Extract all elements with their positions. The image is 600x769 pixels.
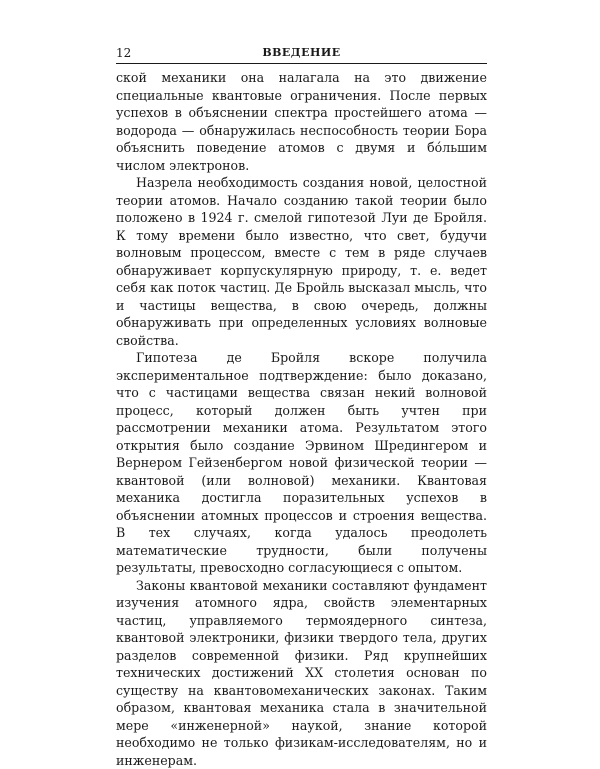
paragraph-continuation: ской механики она налагала на это движение специальные квантовые ограничения. После первых успехов в объяснении спектра простейшего атома — водорода — обнаружилась неспособность теории Бора объяснить поведение атомов с двумя и бо́льшим числом электронов. <box>116 69 487 174</box>
page-header <box>116 46 487 64</box>
header-rule <box>116 63 487 64</box>
body-text <box>116 69 487 769</box>
page-number: 12 <box>116 46 131 60</box>
paragraph-experimental-confirmation: Гипотеза де Бройля вскоре получила экспериментальное подтверждение: было доказано, что с частицами вещества связан некий волновой процесс, который должен быть учтен при рассмотрении механики атома. Результатом этого открытия было создание Эрвином Шредингером и Вернером Гейзенбергом новой физической теории — квантовой (или волновой) механики. Квантовая механика достигла поразительных успехов в объяснении атомных процессов и строения вещества. В тех случаях, когда удалось преодолеть математические трудности, были получены результаты, превосходно согласующиеся с опытом. <box>116 349 487 577</box>
running-head: ВВЕДЕНИЕ <box>116 46 487 59</box>
paragraph-de-broglie-hypothesis: Назрела необходимость создания новой, целостной теории атомов. Начало созданию такой теории было положено в 1924 г. смелой гипотезой Луи де Бройля. К тому времени было известно, что свет, будучи волновым процессом, вместе с тем в ряде случаев обнаруживает корпускулярную природу, т. е. ведет себя как поток частиц. Де Бройль высказал мысль, что и частицы вещества, в свою очередь, должны обнаруживать при определенных условиях волновые свойства. <box>116 174 487 349</box>
paragraph-quantum-laws: Законы квантовой механики составляют фундамент изучения атомного ядра, свойств элементарных частиц, управляемого термоядерного синтеза, квантовой электроники, физики твердого тела, других разделов современной физики. Ряд крупнейших технических достижений XX столетия основан по существу на квантовомеханических законах. Таким образом, квантовая механика стала в значительной мере «инженерной» наукой, знание которой необходимо не только физикам-исследователям, но и инженерам. <box>116 577 487 769</box>
